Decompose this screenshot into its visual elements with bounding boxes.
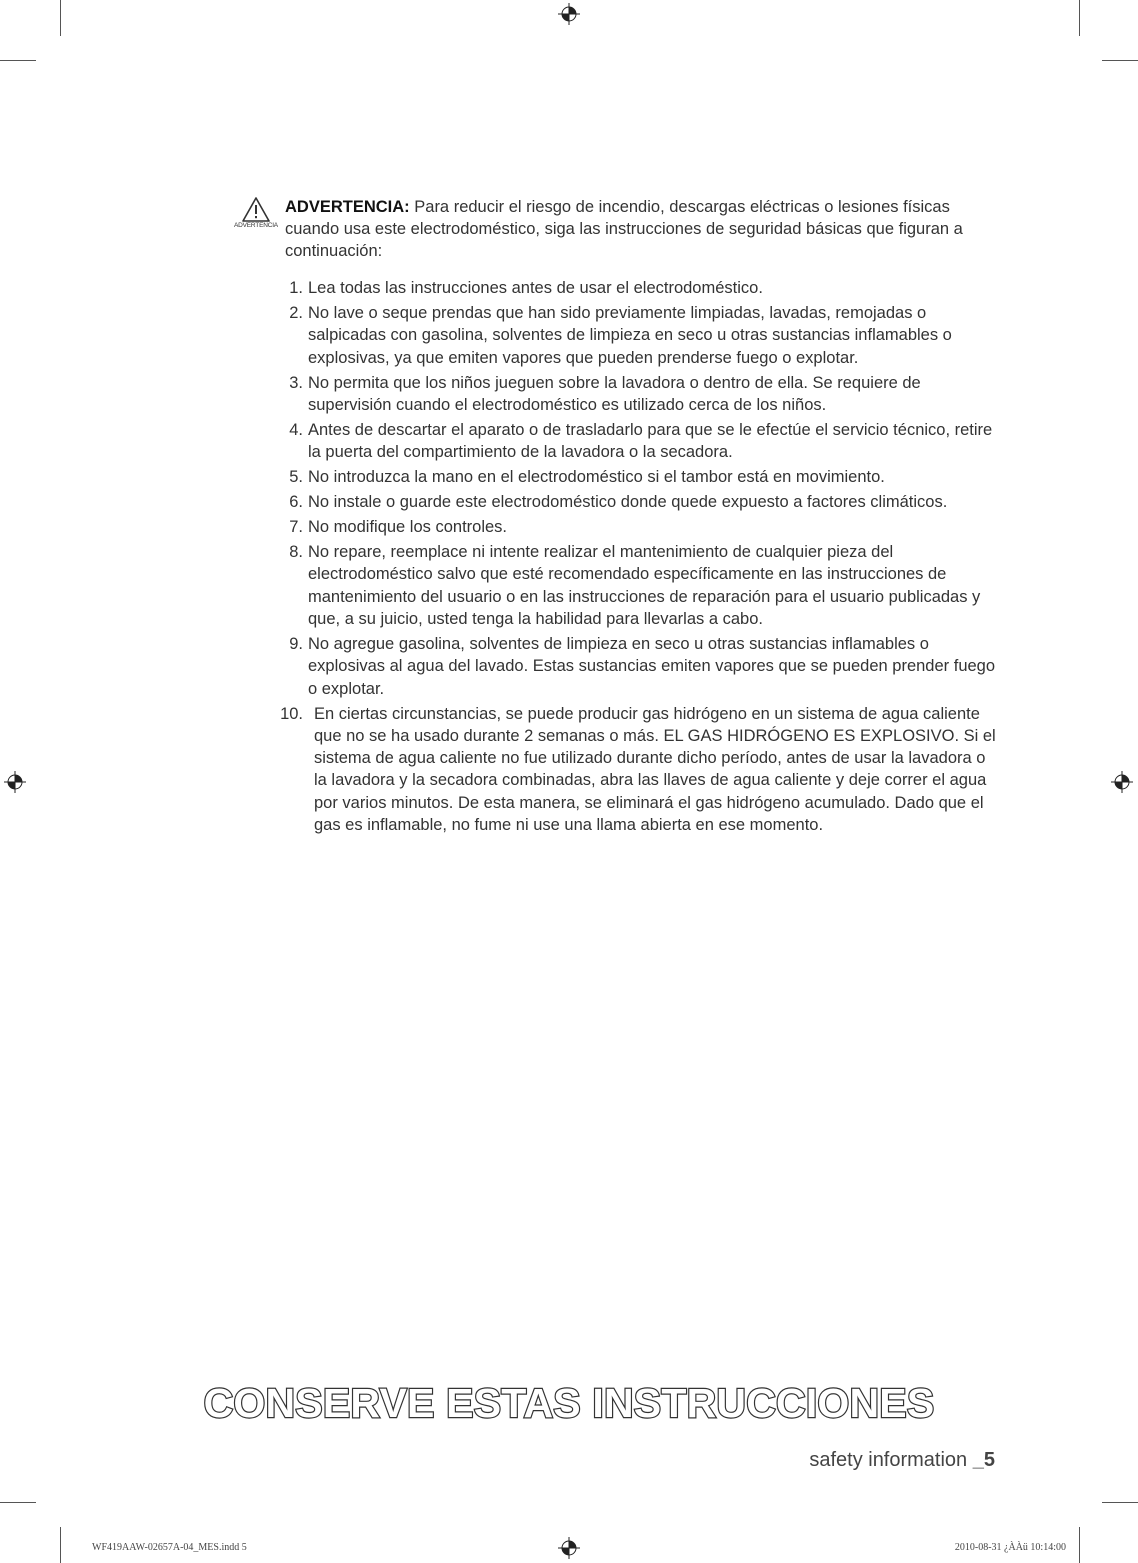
list-item — [281, 302, 1001, 369]
list-item-text: No permita que los niños jueguen sobre la lavadora o dentro de ella. Se requiere de supervisión cuando el electrodoméstico es utilizado cerca de los niños. — [308, 373, 921, 414]
list-item-text: Antes de descartar el aparato o de trasladarlo para que se le efectúe el servicio técnico, retire la puerta del compartimiento de la lavadora o la secadora. — [308, 420, 993, 462]
list-item-text: En ciertas circunstancias, se puede producir gas hidrógeno en un sistema de agua caliente que no se ha usado durante 2 semanas o más. EL GAS HIDRÓGENO ES EXPLOSIVO. Si el sistema de agua caliente no fue utilizado durante dicho período, antes de usar la lavadora o la lavadora y la secadora combinadas, abra las llaves de agua caliente y deje correr el agua por varios minutos. De esta manera, se eliminará el gas hidrógeno acumulado. Dado que el gas es inflamable, no fume ni use una llama abierta en ese momento. — [314, 704, 996, 835]
warning-triangle-icon — [241, 196, 271, 223]
list-item — [281, 277, 1001, 299]
list-item-number: 7. — [289, 518, 303, 537]
list-item-text: No repare, reemplace ni intente realizar el mantenimiento de cualquier pieza del electrodoméstico salvo que esté recomendado específicamente en las instrucciones de mantenimiento del usuario o en las instrucciones de reparación para el usuario publicadas y que, a su juicio, usted tenga la habilidad para llevarlas a cabo. — [308, 543, 981, 628]
list-item-number: 9. — [289, 634, 303, 653]
crop-mark — [1102, 1502, 1138, 1503]
warning-text — [285, 196, 997, 262]
registration-mark-icon — [1111, 771, 1133, 793]
list-item — [281, 633, 1001, 700]
list-item-number: 5. — [289, 468, 303, 487]
list-item-text: No agregue gasolina, solventes de limpieza en seco u otras sustancias inflamables o explosivas al agua del lavado. Estas sustancias emiten vapores que se pueden prender fuego o explotar. — [308, 634, 996, 698]
list-item-text: No instale o guarde este electrodoméstico donde quede expuesto a factores climáticos. — [308, 493, 948, 512]
list-item-number: 4. — [289, 420, 303, 439]
list-item-number: 1. — [289, 279, 303, 297]
registration-mark-icon — [558, 3, 580, 25]
list-item — [281, 466, 1001, 488]
list-item-number: 8. — [289, 543, 303, 562]
registration-mark-icon — [558, 1537, 580, 1559]
list-item — [281, 419, 1001, 464]
safety-instructions-list — [281, 277, 1001, 839]
list-item — [281, 541, 1001, 630]
crop-mark — [1102, 60, 1138, 61]
list-item — [281, 491, 1001, 513]
crop-mark — [60, 0, 61, 36]
list-item-number: 3. — [289, 373, 303, 392]
footer-section-label: safety information — [809, 1449, 973, 1471]
list-item-number: 10. — [280, 704, 303, 723]
crop-mark — [0, 60, 36, 61]
warning-icon-group — [228, 196, 284, 229]
warning-icon-caption: ADVERTENCIA — [234, 222, 278, 229]
list-item — [281, 372, 1001, 417]
crop-mark — [60, 1527, 61, 1563]
conserve-instructions-heading: CONSERVE ESTAS INSTRUCCIONES — [203, 1380, 935, 1426]
registration-mark-icon — [4, 771, 26, 793]
list-item-text: No lave o seque prendas que han sido previamente limpiadas, lavadas, remojadas o salpicadas con gasolina, solventes de limpieza en seco u otras sustancias inflamables o explosivas, ya que emiten vapores que pueden prenderse fuego o explotar. — [308, 303, 952, 367]
warning-lead: ADVERTENCIA: — [285, 198, 410, 216]
list-item-number: 6. — [289, 493, 303, 512]
crop-mark — [0, 1502, 36, 1503]
list-item — [281, 703, 1001, 837]
page-footer — [809, 1449, 995, 1472]
list-item-number: 2. — [289, 303, 303, 322]
list-item-text: No modifique los controles. — [308, 518, 508, 537]
crop-mark — [1079, 1527, 1080, 1563]
list-item-text: Lea todas las instrucciones antes de usar el electrodoméstico. — [308, 279, 763, 297]
list-item-text: No introduzca la mano en el electrodoméstico si el tambor está en movimiento. — [308, 468, 885, 487]
slug-file-name: WF419AAW-02657A-04_MES.indd 5 — [92, 1542, 247, 1553]
page-number: _5 — [972, 1449, 995, 1471]
list-item — [281, 516, 1001, 538]
crop-mark — [1079, 0, 1080, 36]
slug-timestamp: 2010-08-31 ¿ÀÀü 10:14:00 — [954, 1542, 1066, 1553]
warning-body: Para reducir el riesgo de incendio, descargas eléctricas o lesiones físicas cuando usa este electrodoméstico, siga las instrucciones de seguridad básicas que figuran a continuación: — [285, 198, 963, 260]
